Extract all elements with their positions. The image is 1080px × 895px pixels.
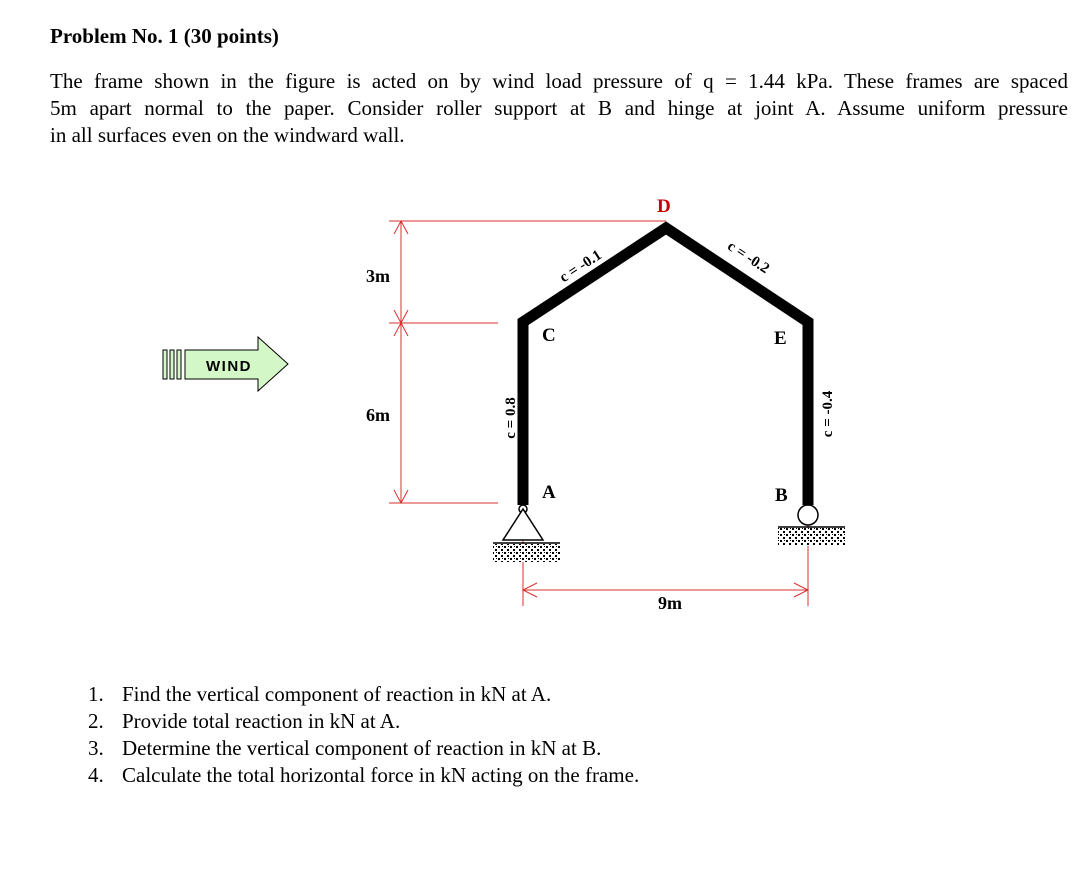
question-text: Determine the vertical component of reaction in kN at B. — [122, 736, 602, 760]
node-label-e: E — [774, 328, 787, 349]
wind-bar-2 — [170, 350, 174, 379]
statement-line-3: in all surfaces even on the windward wall. — [50, 123, 405, 147]
question-text: Calculate the total horizontal force in kN acting on the frame. — [122, 763, 640, 787]
wind-label: WIND — [206, 358, 252, 375]
wind-bar-1 — [163, 350, 167, 379]
node-label-c: C — [542, 325, 556, 346]
list-item — [88, 708, 639, 735]
list-item — [88, 762, 639, 789]
coef-leeward-wall: c = -0.4 — [820, 390, 836, 438]
question-text: Provide total reaction in kN at A. — [122, 709, 401, 733]
wind-bar-3 — [177, 350, 181, 379]
question-number: 4. — [88, 763, 104, 787]
question-number: 2. — [88, 709, 104, 733]
question-text: Find the vertical component of reaction in kN at A. — [122, 682, 552, 706]
question-list — [88, 681, 639, 789]
coef-windward-roof: c = -0.1 — [556, 247, 605, 287]
statement-line-2: 5m apart normal to the paper. Consider roller support at B and hinge at joint A. Assume uniform pressure — [50, 96, 1068, 120]
roller-support-b — [778, 505, 845, 546]
dim-span: 9m — [658, 593, 682, 613]
dim-roof-height: 3m — [366, 266, 390, 286]
dim-wall-height: 6m — [366, 405, 390, 425]
node-label-a: A — [542, 482, 556, 503]
problem-title: Problem No. 1 (30 points) — [50, 24, 279, 48]
wind-arrow — [163, 337, 288, 391]
list-item — [88, 681, 639, 708]
node-label-b: B — [775, 485, 788, 506]
list-item — [88, 735, 639, 762]
coef-windward-wall: c = 0.8 — [503, 397, 519, 439]
question-number: 3. — [88, 736, 104, 760]
coef-leeward-roof: c = -0.2 — [724, 238, 773, 278]
question-number: 1. — [88, 682, 104, 706]
hinge-support-a — [493, 505, 560, 562]
node-label-d: D — [657, 196, 671, 217]
statement-line-1: The frame shown in the figure is acted on by wind load pressure of q = 1.44 kPa. These frames are spaced — [50, 69, 1068, 93]
